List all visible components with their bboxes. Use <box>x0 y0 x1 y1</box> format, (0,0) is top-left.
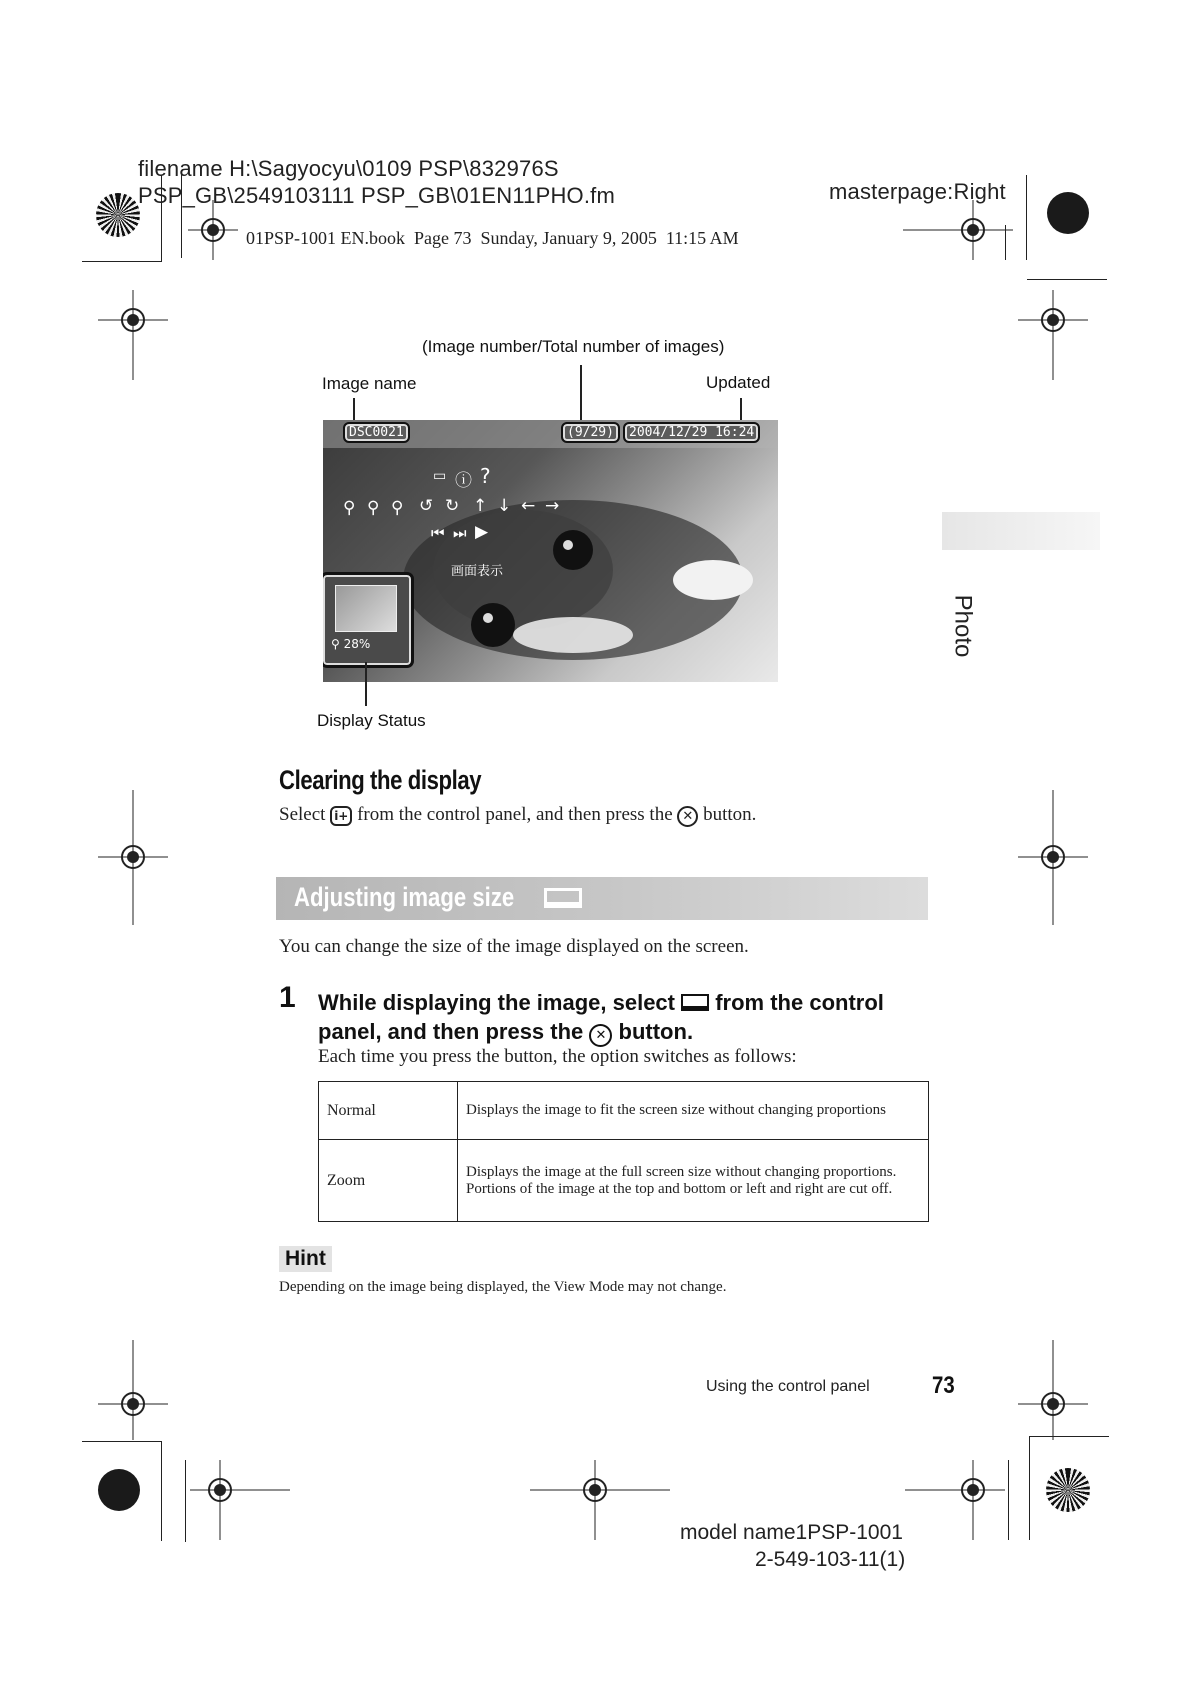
callout-image-name: Image name <box>322 374 417 393</box>
step-part-4: button. <box>618 1019 694 1044</box>
registration-dot-bottom-left <box>98 1469 140 1511</box>
callout-display-status: Display Status <box>317 711 426 730</box>
crosshair-icon <box>1018 790 1088 925</box>
rotate-right-icon: ↻ <box>445 496 460 516</box>
hint-text: Depending on the image being displayed, the View Mode may not change. <box>279 1279 727 1295</box>
adjust-intro: You can change the size of the image displayed on the screen. <box>279 936 749 957</box>
registration-dot-bottom-right <box>1046 1468 1090 1512</box>
image-name-chip: DSC0021 <box>343 422 410 443</box>
step-note: Each time you press the button, the option switches as follows: <box>318 1046 797 1067</box>
callout-updated: Updated <box>706 373 771 392</box>
section-banner <box>276 877 928 920</box>
psp-screenshot <box>323 420 778 682</box>
side-tab-label: Photo <box>949 594 977 658</box>
table-row <box>319 1082 929 1140</box>
crosshair-icon <box>530 1460 670 1540</box>
registration-dot-top-right <box>1047 192 1089 234</box>
zoom-icon: ⚲ <box>391 498 404 518</box>
filename-line-2: PSP_GB\2549103111 PSP_GB\01EN11PHO.fm <box>138 183 616 208</box>
arrow-down-icon: ↓ <box>497 496 512 516</box>
crosshair-icon <box>903 200 1013 260</box>
crosshair-icon <box>190 1460 290 1540</box>
crosshair-icon <box>188 200 238 260</box>
table-row <box>319 1140 929 1222</box>
info-plus-icon: ⓘ <box>455 471 472 491</box>
table-cell-description: Displays the image at the full screen size without changing proportions. Portions of the image at the top and bottom or left and right are cut off. <box>458 1140 929 1222</box>
updated-date-chip: 2004/12/29 16:24 <box>623 422 760 443</box>
crosshair-icon <box>1018 1340 1088 1440</box>
crosshair-icon <box>1018 290 1088 380</box>
masterpage-label: masterpage:Right <box>829 179 1006 204</box>
model-name: model name1PSP-1001 <box>680 1521 903 1544</box>
crosshair-icon <box>98 1340 168 1440</box>
callout-image-number: (Image number/Total number of images) <box>422 337 725 356</box>
zoom-icon: ⚲ <box>367 498 380 518</box>
table-cell-mode: Zoom <box>319 1140 458 1222</box>
arrow-right-icon: → <box>545 496 560 516</box>
rotate-left-icon: ↺ <box>419 496 434 516</box>
step-part-3: panel, and then press the <box>318 1019 584 1044</box>
zoom-level: 28% <box>343 637 371 651</box>
view-mode-icon: ▭ <box>433 468 447 484</box>
next-icon: ⏭ <box>453 524 467 542</box>
step-number: 1 <box>279 981 296 1014</box>
registration-dot-top-left <box>96 193 140 237</box>
step-part-2: from the control <box>715 990 884 1015</box>
arrow-up-icon: ↑ <box>473 496 488 516</box>
help-icon: ? <box>480 464 491 488</box>
view-mode-icon <box>681 994 709 1011</box>
image-counter-chip: (9/29) <box>561 422 620 443</box>
clearing-instruction <box>279 804 756 827</box>
filename-line-1: filename H:\Sagyocyu\0109 PSP\832976S <box>138 156 559 181</box>
table-cell-description: Displays the image to fit the screen size without changing proportions <box>458 1082 929 1140</box>
clearing-text-middle: from the control panel, and then press the <box>357 804 673 825</box>
step-part-1: While displaying the image, select <box>318 990 675 1015</box>
crosshair-icon <box>905 1460 1005 1540</box>
zoom-icon: ⚲ <box>343 498 356 518</box>
clearing-text-before: Select <box>279 804 326 825</box>
crosshair-icon <box>98 290 168 380</box>
footer-section-name: Using the control panel <box>706 1378 870 1395</box>
play-icon: ▶ <box>475 522 489 542</box>
info-plus-icon: i+ <box>330 806 352 826</box>
side-tab-bar <box>942 512 1100 550</box>
step-instruction <box>318 988 884 1047</box>
view-mode-table <box>318 1081 929 1222</box>
book-info-line: 01PSP-1001 EN.book Page 73 Sunday, January 9, 2005 11:15 AM <box>246 228 739 248</box>
section-title-clearing: Clearing the display <box>279 765 482 795</box>
banner-title: Adjusting image size <box>294 882 515 912</box>
circle-x-icon: ✕ <box>677 806 698 827</box>
view-mode-icon <box>544 888 582 908</box>
clearing-text-after: button. <box>703 804 757 825</box>
arrow-left-icon: ← <box>521 496 536 516</box>
table-cell-mode: Normal <box>319 1082 458 1140</box>
crosshair-icon <box>98 790 168 925</box>
previous-icon: ⏮ <box>431 524 445 542</box>
page-number: 73 <box>932 1372 955 1399</box>
circle-x-icon: ✕ <box>589 1024 612 1047</box>
hint-label: Hint <box>279 1246 332 1272</box>
screen-display-japanese: 画面表示 <box>451 564 504 579</box>
model-number: 2-549-103-11(1) <box>755 1548 906 1571</box>
navigator-thumbnail: ⚲ 28% <box>323 572 414 668</box>
